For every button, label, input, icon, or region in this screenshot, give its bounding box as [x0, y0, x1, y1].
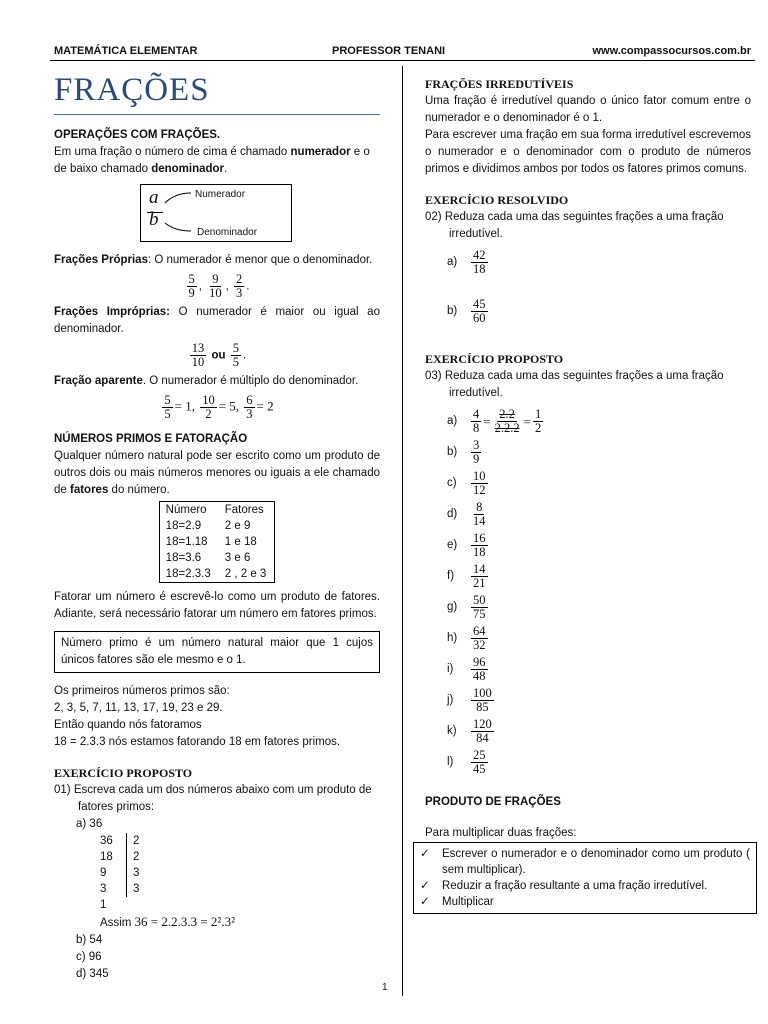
exercise-03-question: 03) Reduza cada uma das seguintes frações a uma fração irredutível. [425, 370, 724, 399]
check-icon: ✓ [420, 848, 430, 860]
table-row: 18=1.18 1 e 18 [165, 536, 257, 548]
primos-exemplo: 18 = 2.3.3 nós estamos fatorando 18 em fatores primos. [54, 736, 341, 748]
exercise-03-item: d) $\frac{8}{14}$ [447, 500, 486, 528]
definition-box-primo: Número primo é um número natural maior que 1 cujos únicos fatores são ele mesmo e o 1. [54, 631, 380, 673]
aparente-def: Fração aparente. O numerador é múltiplo do denominador. [54, 375, 359, 387]
section-heading-produto: PRODUTO DE FRAÇÕES [425, 796, 561, 808]
diagram-numerador: Numerador [195, 189, 246, 200]
exercise-01-a: a) 36 [76, 818, 103, 830]
fraction-diagram [140, 184, 292, 242]
division-row: 36 2 [100, 833, 380, 849]
exercise-02-question: 02) Reduza cada uma das seguintes frações a uma fração irredutível. [425, 211, 724, 240]
exercise-03-item: f) $\frac{14}{21}$ [447, 562, 486, 590]
table-header: Número Fatores [165, 504, 264, 516]
right-column [420, 76, 751, 914]
aparente-examples: $\frac{5}{5}$ = 1, $\frac{10}{2}$ = 5, $\frac{6}{3}$ = 2 [164, 393, 274, 421]
exercise-03-item: h) $\frac{64}{32}$ [447, 624, 486, 652]
paragraph-numerador: Em uma fração o número de cima é chamado numerador e o de baixo chamado denominador. [54, 146, 370, 175]
primos-intro: Os primeiros números primos são: [54, 685, 230, 697]
header-center: PROFESSOR TENANI [332, 45, 446, 57]
diagram-denominador: Denominador [197, 227, 258, 238]
check-icon: ✓ [420, 896, 430, 908]
section-heading-irredutiveis: FRAÇÕES IRREDUTÍVEIS [425, 77, 574, 91]
exercise-02-item-b: b) $\frac{45}{60}$ [447, 297, 486, 325]
left-column [54, 70, 380, 983]
factor-table [159, 501, 276, 583]
exercise-03-item-a: a) $\frac{4}{8}$ = $\frac{2.2}{2.2.2}$ = $\frac{1}{2}$ [447, 407, 542, 435]
proprias-examples: $\frac{5}{9}$ , $\frac{9}{10}$ , $\frac{2}{3}$ . [188, 272, 250, 300]
table-row: 18=3.6 3 e 6 [165, 552, 251, 564]
header-right: www.compassocursos.com.br [592, 45, 751, 57]
exercise-01-question: 01) Escreva cada um dos números abaixo com um produto de fatores primos: [54, 784, 372, 813]
proprias-def: Frações Próprias: O numerador é menor que o denominador. [54, 254, 373, 266]
diagram-a: a [149, 187, 159, 208]
exercise-heading-01: EXERCÍCIO PROPOSTO [54, 766, 193, 780]
division-row: 1 [100, 899, 107, 911]
division-row: 18 2 [100, 849, 380, 865]
page-number: 1 [382, 982, 388, 993]
exercise-02-item-a: a) $\frac{42}{18}$ [447, 248, 486, 276]
paragraph-fatorar: Fatorar um número é escrevê-lo como um produto de fatores. Adiante, será necessário fatorar um número em fatores primos. [54, 591, 380, 620]
produto-intro: Para multiplicar duas frações: [425, 827, 577, 839]
paragraph-irredutivel: Uma fração é irredutível quando o único fator comum entre o numerador e o denominador é o 1. [425, 95, 751, 124]
prime-division-table [100, 833, 380, 913]
exercise-heading-02: EXERCÍCIO RESOLVIDO [425, 193, 569, 207]
improprias-examples: $\frac{13}{10}$ ou $\frac{5}{5}$ . [191, 341, 247, 369]
checklist-item: ✓ Escrever o numerador e o denominador como um produto ( sem multiplicar). [420, 848, 750, 876]
column-divider [402, 66, 403, 996]
exercise-01-b: b) 54 [76, 934, 103, 946]
paragraph-fatores: Qualquer número natural pode ser escrito como um produto de outros dois ou mais números menores ou iguais a ele chamado de fatores do número. [54, 450, 380, 496]
primos-entao: Então quando nós fatoramos [54, 719, 202, 731]
division-row: 9 3 [100, 865, 380, 881]
exercise-03-item: i) $\frac{96}{48}$ [447, 655, 486, 683]
exercise-01-d: d) 345 [76, 968, 109, 980]
table-row: 18=2.3.3 2 , 2 e 3 [165, 568, 267, 580]
improprias-def: Frações Impróprias: O numerador é maior ou igual ao denominador. [54, 306, 380, 335]
section-heading-primos: NÚMEROS PRIMOS E FATORAÇÃO [54, 433, 248, 445]
checklist-item: ✓ Multiplicar [420, 896, 494, 908]
exercise-03-list [425, 439, 751, 776]
page-title: FRAÇÕES [54, 72, 210, 108]
header-left: MATEMÁTICA ELEMENTAR [54, 45, 198, 57]
exercise-03-item: l) $\frac{25}{45}$ [447, 748, 486, 776]
exercise-01-assim: Assim 36 = 2.2.3.3 = 2².3² [100, 914, 235, 929]
diagram-b: b [149, 209, 159, 230]
exercise-03-item: k) $\frac{120}{84}$ [447, 717, 492, 745]
check-icon: ✓ [420, 880, 430, 892]
primos-list: 2, 3, 5, 7, 11, 13, 17, 19, 23 e 29. [54, 702, 223, 714]
checklist-item: ✓ Reduzir a fração resultante a uma fração irredutível. [420, 880, 708, 892]
exercise-03-item: c) $\frac{10}{12}$ [447, 469, 486, 497]
page-header [50, 44, 755, 61]
table-row: 18=2.9 2 e 9 [165, 520, 251, 532]
exercise-heading-03: EXERCÍCIO PROPOSTO [425, 352, 564, 366]
title-rule [54, 114, 380, 115]
exercise-03-item: e) $\frac{16}{18}$ [447, 531, 486, 559]
paragraph-escrever: Para escrever uma fração em sua forma irredutível escrevemos o numerador e o denominador com o produto de números primos e dividimos ambos por todos os fatores primos comuns. [425, 129, 751, 175]
exercise-01-c: c) 96 [76, 951, 102, 963]
section-heading-operacoes: OPERAÇÕES COM FRAÇÕES. [54, 129, 221, 141]
exercise-03-item: j) $\frac{100}{85}$ [447, 686, 492, 714]
division-row: 3 3 [100, 881, 380, 897]
exercise-03-item: g) $\frac{50}{75}$ [447, 593, 486, 621]
exercise-03-item: b) $\frac{3}{9}$ [447, 438, 480, 466]
produto-checklist [413, 842, 757, 914]
